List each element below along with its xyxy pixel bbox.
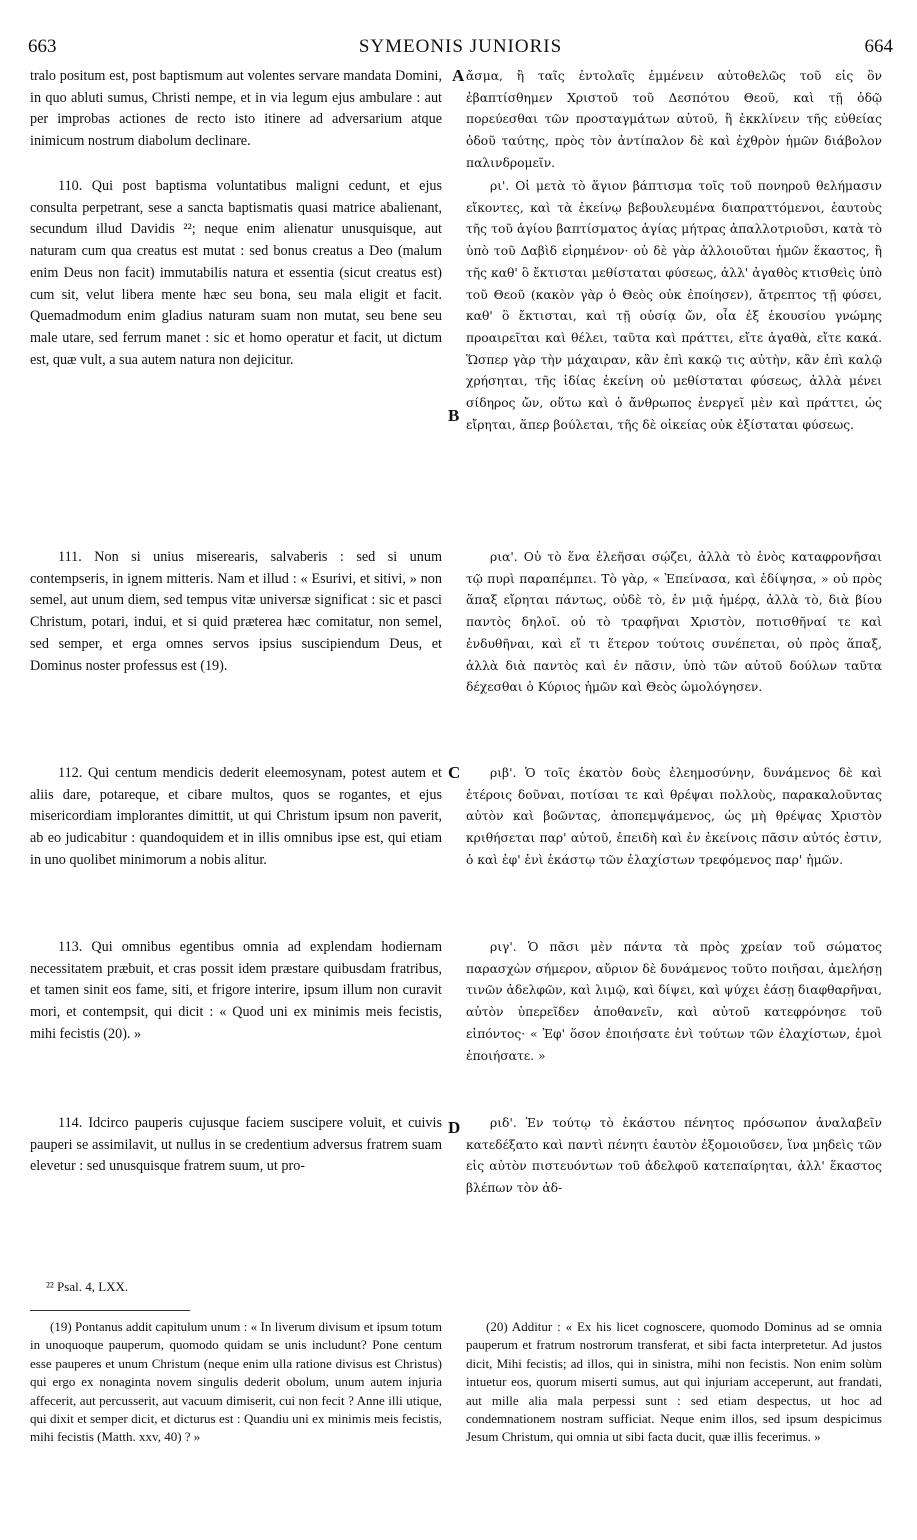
greek-paragraph-113: ριγ'. Ὁ πᾶσι μὲν πάντα τὰ πρὸς χρείαν τοῦ σώματος παρασχὼν σήμερον, αὔριον δὲ δυνάμενος τοῦτο ποιῆσαι, ἀμελήσῃ τινῶν ἀδελφῶν, καὶ λιμῷ, καὶ δίψει, καὶ ψύχει ἐάσῃ διαφθαρῆναι, αὐτὸν ὑπερεῖδεν ἀποθανεῖν, καὶ αὐτοῦ κατεφρόνησε τοῦ εἰπόντος· « Ἐφ' ὅσον ἐποιήσατε ἑνὶ τούτων τῶν ἐλαχίστων, ἐμοὶ ἐποιήσατε. » [466,940,882,1063]
greek-paragraph-110: ρι'. Οἱ μετὰ τὸ ἅγιον βάπτισμα τοῖς τοῦ πονηροῦ θελήμασιν εἴκοντες, καὶ τὰ ἐκείνῳ βεβουλευμένα διαπραττόμενοι, ἑαυτοὺς τῆς τοῦ ἁγίου βαπτίσματος ἁγίας μήτρας ἀπαλλοτριοῦσι, κατὰ τὸ ὑπὸ τοῦ Δαβὶδ εἰρημένον· οὐ δὲ γὰρ ἀλλοιοῦται ἡμῶν ἕκαστος, ἢ τῆς καθ' ὃ ἔκτισται μεθίσταται φύσεως, ἀλλ' ἀγαθὸς κτισθεὶς ὑπὸ τοῦ Θεοῦ (κακὸν γὰρ ὁ Θεὸς οὐκ ἐποίησεν), ἄτρεπτος τῇ φύσει, καθ' ὃ ἔκτισται, καὶ τῇ οὐσίᾳ ὤν, οἷα ἐξ ἑκουσίου γνώμης προαιρεῖται καὶ θέλει, ταῦτα καὶ πράττει, εἴτε ἀγαθὰ, εἴτε κακά. Ὥσπερ γὰρ τὴν μάχαιραν, κἂν ἐπὶ κακῷ τις αὐτὴν, κἂν ἐπὶ καλῷ χρήσηται, τῆς ἰδίας ἐκείνη οὐ μεθίσταται φύσεως, ἀλλὰ μένει σίδηρος ὤν, οὕτω καὶ ὁ ἄνθρωπος ἐνεργεῖ μὲν καὶ πράττει, ὡς εἴρηται, ἅπερ βούλεται, τῆς δὲ οἰκείας οὐκ ἐξίσταται φύσεως. [466,179,882,432]
greek-paragraph-111: ρια'. Οὐ τὸ ἕνα ἐλεῆσαι σῴζει, ἀλλὰ τὸ ἑνὸς καταφρονῆσαι τῷ πυρὶ παραπέμπει. Τὸ γὰρ, « Ἐπείνασα, καὶ ἐδίψησα, » οὐ πρὸς ἅπαξ εἴρηται πάντως, οὐδὲ τὸ, ἐν μιᾷ ἡμέρᾳ, ἀλλὰ τὸ, διὰ βίου παντὸς δηλοῖ. οὐ τὸ τραφῆναι Χριστὸν, ποτισθῆναί τε καὶ ἐνδυθῆναι, καὶ εἴ τι ἕτερον τούτοις συνέπεται, οὐ πρὸς ἅπαξ, ἀλλὰ διὰ παντὸς καὶ ἐν πᾶσιν, ὑπὸ τῶν αὐτοῦ δούλων ταῦτα δέχεσθαι ὁ Κύριος ἡμῶν καὶ Θεὸς ὡμολόγησεν. [466,550,882,695]
page-number-left: 663 [28,36,57,57]
page-header [28,36,893,62]
latin-paragraph-110: 110. Qui post baptisma voluntatibus maligni cedunt, et ejus consulta perpetrant, sese a sancta baptismatis quasi matrice abalienant, secundum illud Davidis ²²; neque enim alienatur unusquisque, aut naturam cum qua creatus est mutat : sed bonus creatus a Deo (malum enim Deus non facit) immutabilis natura et essentia (sicut creatus est) cum sit, velut libera mente hæc seu bona, seu mala eligit et facit. Quemadmodum enim gladius naturam suam non mutat, seu bene seu male utare, sed ferrum manet : sic et homo operatur et facit, ut dictum est, quæ vult, a sua autem natura non dejicitur. [30,178,442,368]
margin-marker-b: B [448,406,460,425]
greek-paragraph-114: ριδ'. Ἐν τούτῳ τὸ ἑκάστου πένητος πρόσωπον ἀναλαβεῖν κατεδέξατο καὶ παντὶ πένητι ἑαυτὸν ἐξομοιοῦσεν, ἵνα μηδεὶς τῶν εἰς αὐτὸν πιστευόντων τοῦ ἀδελφοῦ κατεπαίρηται, ἀλλ' ἕκαστος βλέπων τὸν ἀδ- [466,1116,882,1196]
footnote-rule [30,1310,190,1311]
latin-paragraph-112: 112. Qui centum mendicis dederit eleemosynam, potest autem et aliis dare, potareque, et cibare multos, quos se rogantes, et ejus misericordiam implorantes dimittit, ut qui Christum ipsum non paverit, ab eo judicabitur : quandoquidem et in illis omnibus ipse est, qui etiam in uno quolibet minimorum a nobis alitur. [30,765,442,868]
scripture-footnote: ²² Psal. 4, LXX. [46,1279,129,1294]
page-number-right: 664 [864,36,893,57]
latin-paragraph-114: 114. Idcirco pauperis cujusque faciem suscipere voluit, et cuivis pauperi se assimilavit, ut nullus in se credentium adversus fratrem suam elevetur : sed unusquisque fratrem suum, ut pro- [30,1115,442,1175]
running-title: SYMEONIS JUNIORIS [358,36,563,57]
greek-paragraph-109-end: ἄσμα, ἢ ταῖς ἐντολαῖς ἐμμένειν αὐτοθελῶς τοῦ εἰς ὃν ἐβαπτίσθημεν Χριστοῦ τοῦ Δεσπότου Θεοῦ, καὶ τῇ ὁδῷ πορεύεσθαι τῶν προσταγμάτων αὐτοῦ, ἢ ἐκκλίνειν τῆς εὐθείας ὁδοῦ ταύτης, πρὸς τὸν ἀντίπαλον δὲ καὶ ἐχθρὸν ἡμῶν διάβολον παλινδρομεῖν. [466,69,882,170]
footnote-19: (19) Pontanus addit capitulum unum : « In liverum divisum et ipsum totum in unoquoque pauperum, quomodo quidam se unis includunt? Pone centum esse pauperes et unum Christum (neque enim ulla ratione divisus est Christus) qui ergo ex nonaginta novem singulis dederit obolum, unum autem injuria affecerit, aut percusserit, aut vacuum dimiserit, cui non fecit ? Anne illi utique, qui dixit et semper dicit, et dicturus est : Quandiu uni ex minimis meis fecistis, mihi fecistis (Matth. xxv, 40) ? » [30,1319,442,1445]
margin-marker-a: A [452,66,465,85]
footnote-20: (20) Additur : « Ex his licet cognoscere, quomodo Dominus ad se omnia pauperum et fratrum nostrorum transferat, et sibi facta interpretetur. Ad justos dicit, Mihi fecistis; ad illos, qui in sinistra, mihi non fecistis. Non enim solùm intuetur eos, quorum miserti sumus, aut qui injuriam acceperunt, aut frandati, aut mille alia mala perpessi sunt : sed etiam despectus, ut hoc ad condemnationem nostram sufficiat. Neque enim illos, sed ipsum despicimus Jesum Christum, qui omnia ut sibi facta ducit, quæ illis fecerimus. » [466,1319,882,1445]
latin-paragraph-109-end: tralo positum est, post baptismum aut volentes servare mandata Domini, in quo abluti sumus, Christi nempe, et in via legum ejus ambulare : aut per improbas actiones de recto isto itinere ad adversarium atque inimicum nostrum diabolum declinare. [30,68,442,150]
latin-paragraph-113: 113. Qui omnibus egentibus omnia ad explendam hodiernam necessitatem præbuit, et cras possit idem præstare quibusdam fratribus, et tamen sinit eos fame, siti, et frigore interire, ipsum illum non curavit mori, et contempsit, qui dicit : « Quod uni ex minimis meis fecistis, mihi fecistis (20). » [30,939,442,1042]
greek-paragraph-112: ριβ'. Ὁ τοῖς ἑκατὸν δοὺς ἐλεημοσύνην, δυνάμενος δὲ καὶ ἑτέροις δοῦναι, ποτίσαι τε καὶ θρέψαι πολλοὺς, παρακαλοῦντας αὐτὸν καὶ βοῶντας, ἀποπεμψάμενος, ὡς μὴ θρέψας Χριστὸν κριθήσεται παρ' αὐτοῦ, ἐπειδὴ καὶ ἐν ἐκείνοις πᾶσιν αὐτός ἐστιν, ὁ καὶ ἐφ' ἑνὶ ἑκάστῳ τῶν ἐλαχίστων τρεφόμενος παρ' ἡμῶν. [466,766,882,867]
margin-marker-d: D [448,1118,461,1137]
latin-paragraph-111: 111. Non si unius miserearis, salvaberis : sed si unum contempseris, in ignem mitteris. Nam et illud : « Esurivi, et sitivi, » non semel, aut unum diem, sed tempus vitæ universæ significat : sic et pasci Christum, potari, indui, et si quid præterea hæc comitatur, non semel, sed semper, et erga omnes servos ipsius suscipiendum Deus, et Dominus noster professus est (19). [30,549,442,674]
margin-marker-c: C [448,763,461,782]
